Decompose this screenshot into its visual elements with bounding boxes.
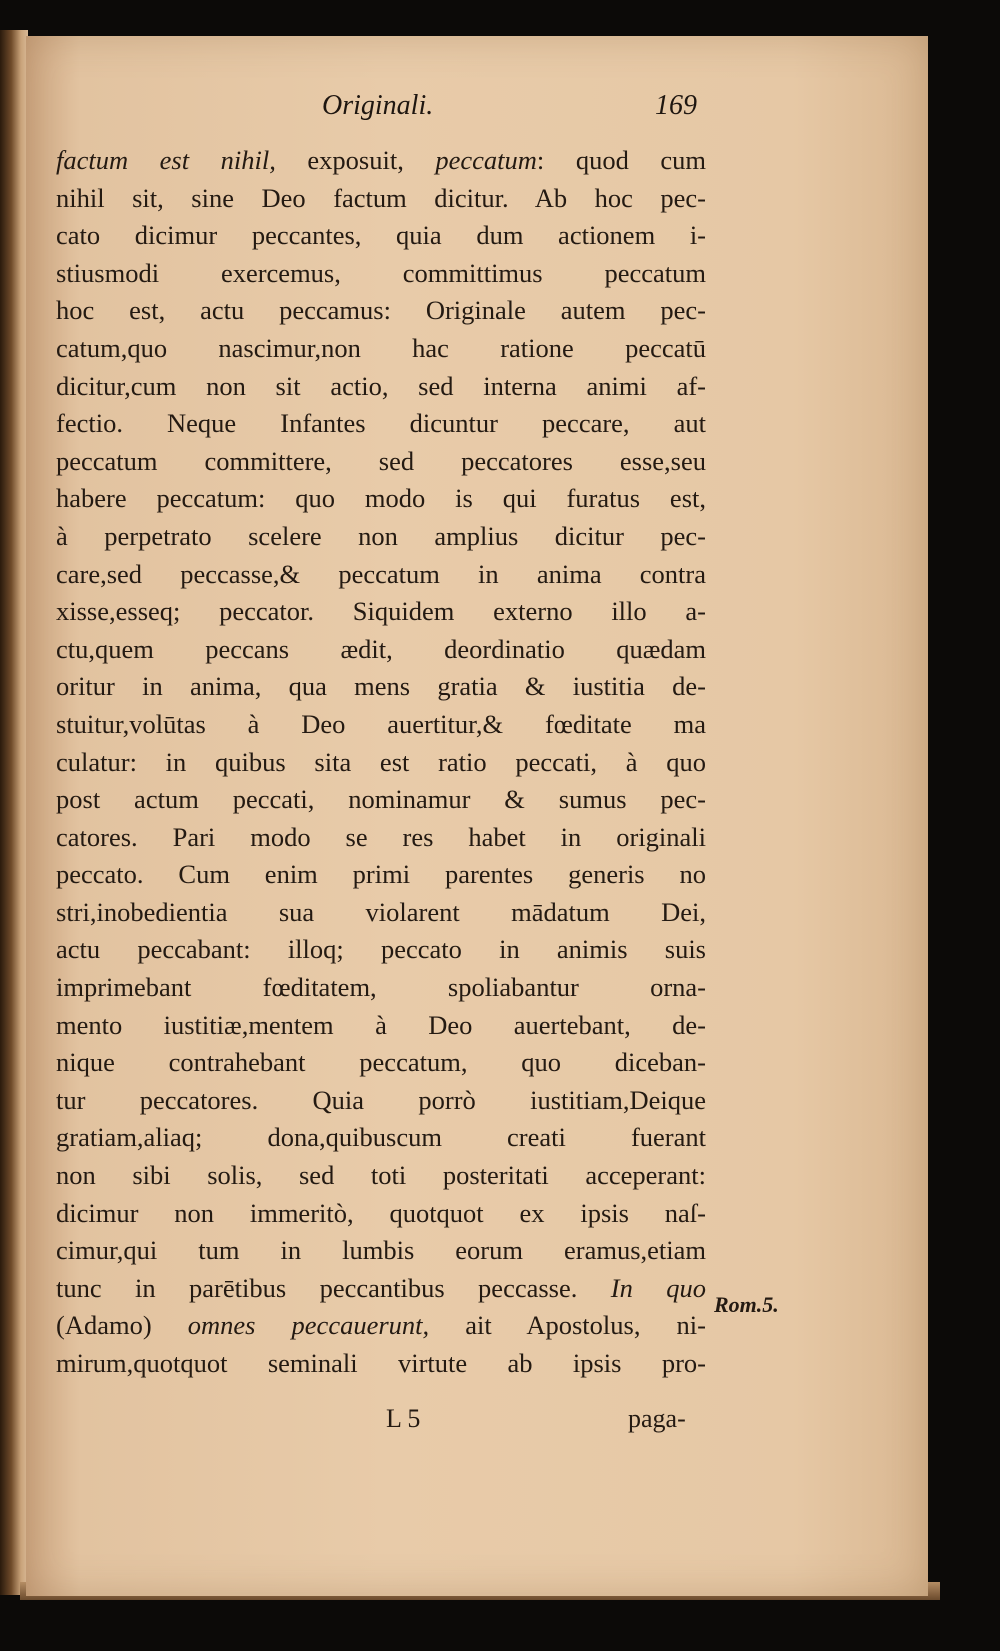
italic-text: omnes peccauerunt, (187, 1310, 430, 1341)
book-spine (0, 30, 28, 1595)
text-line (56, 894, 706, 932)
text-line (56, 1082, 706, 1120)
text-line (56, 1119, 706, 1157)
text-line (56, 593, 706, 631)
text-run: culatur: in quibus sita est ratio peccati, à quo (56, 746, 706, 777)
text-run: actu peccabant: illoq; peccato in animis suis (56, 934, 706, 965)
text-run: nique contrahebant peccatum, quo diceban- (56, 1047, 706, 1078)
text-line (56, 631, 706, 669)
text-run: peccatum committere, sed peccatores esse,seu (56, 445, 706, 476)
text-line (56, 330, 706, 368)
text-line (56, 292, 706, 330)
page-number: 169 (655, 90, 697, 121)
text-run: ait Apostolus, ni- (429, 1310, 706, 1341)
text-run: oritur in anima, qua mens gratia & iustitia de- (56, 671, 706, 702)
margin-note: Rom.5. (714, 1292, 779, 1317)
text-run: imprimebant fœditatem, spoliabantur orna- (56, 972, 706, 1003)
text-run: (Adamo) (56, 1310, 188, 1341)
text-line (56, 142, 706, 180)
text-run: nihil sit, sine Deo factum dicitur. Ab hoc pec- (56, 182, 706, 213)
text-run: habere peccatum: quo modo is qui furatus est, (56, 483, 706, 514)
text-run: care,sed peccasse,& peccatum in anima contra (56, 558, 706, 589)
page-header (322, 90, 697, 130)
text-line (56, 368, 706, 406)
text-line (56, 556, 706, 594)
text-run: cato dicimur peccantes, quia dum actionem i- (56, 220, 706, 251)
text-run: cimur,qui tum in lumbis eorum eramus,etiam (56, 1235, 706, 1266)
text-line (56, 217, 706, 255)
text-line (56, 1007, 706, 1045)
italic-text: peccatum (435, 145, 537, 175)
text-line (56, 931, 706, 969)
text-run: à perpetrato scelere non amplius dicitur pec- (56, 520, 706, 551)
text-line (56, 819, 706, 857)
text-line (56, 1270, 706, 1308)
text-line (56, 1307, 706, 1345)
text-line (56, 480, 706, 518)
text-run: tunc in parētibus peccantibus peccasse. (56, 1272, 611, 1303)
italic-text: In quo (610, 1272, 706, 1303)
text-run: xisse,esseq; peccator. Siquidem externo illo a- (56, 596, 706, 627)
text-line (56, 1157, 706, 1195)
text-run: ctu,quem peccans ædit, deordinatio quædam (56, 633, 706, 664)
text-run: hoc est, actu peccamus: Originale autem pec- (56, 295, 706, 326)
body-text (56, 142, 706, 1383)
running-head: Originali. (322, 90, 434, 121)
signature-mark: L 5 (386, 1404, 421, 1433)
text-run: peccato. Cum enim primi parentes generis no (56, 859, 706, 890)
text-run: gratiam,aliaq; dona,quibuscum creati fuerant (56, 1122, 706, 1153)
text-line (56, 781, 706, 819)
text-line (56, 1195, 706, 1233)
text-line (56, 405, 706, 443)
text-line (56, 1345, 706, 1383)
text-line (56, 518, 706, 556)
text-run: stri,inobedientia sua violarent mādatum Dei, (56, 896, 706, 927)
text-line (56, 443, 706, 481)
text-line (56, 1044, 706, 1082)
text-run: non sibi solis, sed toti posteritati acceperant: (56, 1160, 706, 1191)
text-line (56, 744, 706, 782)
text-run: stiusmodi exercemus, committimus peccatum (56, 257, 706, 288)
text-run: mento iustitiæ,mentem à Deo auertebant, de- (56, 1009, 706, 1040)
text-line (56, 180, 706, 218)
text-line (56, 668, 706, 706)
text-run: stuitur,volūtas à Deo auertitur,& fœditate ma (56, 708, 706, 739)
text-line (56, 856, 706, 894)
text-line (56, 1232, 706, 1270)
text-run: fectio. Neque Infantes dicuntur peccare, aut (56, 408, 706, 439)
text-run: dicitur,cum non sit actio, sed interna animi af- (56, 370, 706, 401)
text-run: exposuit, (275, 145, 436, 175)
text-run: catores. Pari modo se res habet in originali (56, 821, 706, 852)
text-run: mirum,quotquot seminali virtute ab ipsis pro- (56, 1348, 706, 1378)
text-run: post actum peccati, nominamur & sumus pec- (56, 784, 706, 815)
text-run: : quod cum (536, 145, 706, 175)
italic-text: factum est nihil, (56, 145, 276, 175)
catchword: paga- (628, 1404, 686, 1433)
text-line (56, 255, 706, 293)
text-run: dicimur non immeritò, quotquot ex ipsis naſ- (56, 1197, 706, 1228)
text-run: tur peccatores. Quia porrò iustitiam,Deique (56, 1084, 706, 1115)
text-run: catum,quo nascimur,non hac ratione peccatū (56, 332, 706, 363)
text-line (56, 969, 706, 1007)
text-line (56, 706, 706, 744)
